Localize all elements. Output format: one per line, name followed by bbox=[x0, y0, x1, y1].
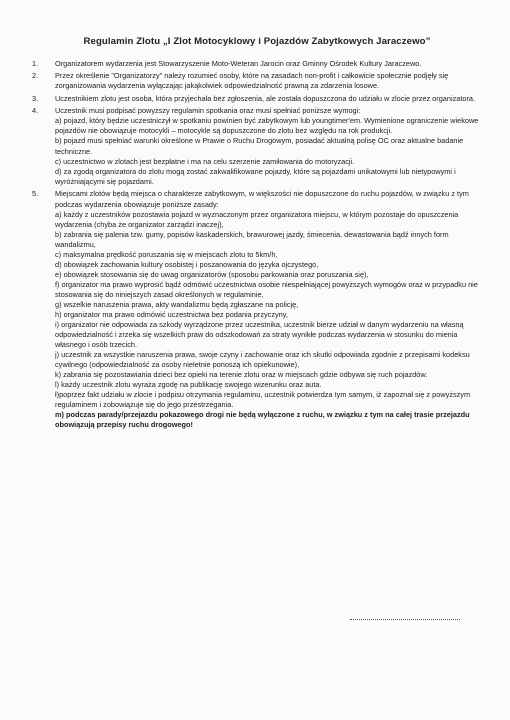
subitem: e) obowiązek stosowania się do uwag organizatorów (sposobu parkowania oraz poruszania się), bbox=[55, 269, 369, 279]
bold-rule-text: m) podczas parady/przejazdu pokazowego drogi nie będą wyłączone z ruchu, w związku z tym na całej trasie przejazdu obowiązują przepisy ruchu drogowego! bbox=[55, 409, 470, 429]
rule-3 bbox=[30, 94, 484, 104]
subitem: d) za zgodą organizatora do zlotu mogą zostać zakwalifikowane pojazdy, które są pojazdami unikatowymi lub nietypowymi i wyróżniającymi się pojazdami. bbox=[55, 167, 456, 187]
subitem: a) pojazd, który będzie uczestniczył w spotkaniu powinien być zabytkowym lub youngtimer'em. Wymienione ograniczenie wiekowe pojazdów nie obowiązuje motocykli – motocykle są dopuszczone do zlotu bez względu na rok produkcji. bbox=[55, 116, 479, 136]
rule-text: Organizatorem wydarzenia jest Stowarzyszenie Moto-Weteran Jarocin oraz Gminny Ośrodek Kultury Jaraczewo. bbox=[55, 59, 422, 68]
subitem: c) maksymalna prędkość poruszania się w miejscach zlotu to 5km/h, bbox=[55, 249, 278, 259]
rule-5 bbox=[30, 189, 484, 429]
subitem: ł)poprzez fakt udziału w zlocie i podpisu otrzymania regulaminu, uczestnik potwierdza tym samym, iż zapoznał się z powyższym regulaminem i zobowiązuje się do jego przestrzegania. bbox=[55, 389, 471, 409]
subitem: i) organizator nie odpowiada za szkody wyrządzone przez uczestnika, uczestnik bierze udział w danym wydarzeniu na własną odpowiedzialność i zrzeka się wszelkich praw do odszkodowań za straty wynikłe podczas wydarzenia w stosunku do mienia własnego i osób trzecich. bbox=[55, 319, 464, 349]
rule-4 bbox=[30, 106, 484, 188]
subitem: l) każdy uczestnik zlotu wyraża zgodę na publikację swojego wizerunku oraz auta. bbox=[55, 379, 322, 389]
rule-number: 4. bbox=[32, 105, 39, 115]
rule-number: 5. bbox=[32, 189, 39, 199]
rule-2 bbox=[30, 71, 484, 91]
subitem: c) uczestnictwo w zlotach jest bezpłatne i ma na celu szerzenie zamiłowania do motoryzacji. bbox=[55, 156, 355, 166]
rule-number: 3. bbox=[32, 93, 39, 103]
signature-line bbox=[350, 619, 460, 620]
rule-5-subitems bbox=[55, 210, 484, 430]
subitem: b) pojazd musi spełniać warunki określone w Prawie o Ruchu Drogowym, posiadać aktualną polisę OC oraz aktualne badanie techniczne. bbox=[55, 136, 464, 156]
rule-4-subitems bbox=[55, 116, 484, 187]
rules-list bbox=[30, 59, 484, 430]
rule-number: 2. bbox=[32, 71, 39, 81]
rule-number: 1. bbox=[32, 59, 39, 68]
subitem: b) zabrania się palenia tzw. gumy, popisów kaskaderskich, brawurowej jazdy, śmiecenia, dewastowania bądź innych form wandalizmu, bbox=[55, 229, 449, 249]
document-title: Regulamin Zlotu „I Zlot Motocyklowy i Pojazdów Zabytkowych Jaraczewo” bbox=[83, 36, 431, 47]
rule-text: Miejscami zlotów będą miejsca o charakterze zabytkowym, w większości nie dopuszczone do ruchu pojazdów, w związku z tym podczas wydarzenia obowiązuje poniższe zasady: bbox=[55, 189, 469, 209]
subitem: d) obowiązek zachowania kultury osobistej i poszanowania do języka ojczystego, bbox=[55, 259, 319, 269]
subitem: j) uczestnik za wszystkie naruszenia prawa, swoje czyny i zachowanie oraz ich skutki odpowiada zgodnie z przepisami kodeksu cywilnego (odpowiedzialność za osoby nieletnie ponoszą ich opiekunowie), bbox=[55, 349, 470, 369]
rule-text: Uczestnikiem zlotu jest osoba, która przyjechała bez zgłoszenia, ale została dopuszczona do udziału w zlocie przez organizatora. bbox=[55, 93, 476, 103]
subitem: g) wszelkie naruszenia prawa, akty wandalizmu będą zgłaszane na policję, bbox=[55, 299, 299, 309]
rule-1 bbox=[30, 59, 484, 69]
rule-text: Uczestnik musi podpisać powyższy regulamin spotkania oraz musi spełniać poniższe wymogi: bbox=[55, 105, 361, 115]
subitem: h) organizator ma prawo odmówić uczestnictwa bez podania przyczyny, bbox=[55, 309, 288, 319]
subitem-bold bbox=[55, 410, 484, 430]
subitem: k) zabrania się pozostawiania dzieci bez opieki na terenie zlotu oraz w miejscach gdzie odbywa się ruch pojazdów. bbox=[55, 369, 428, 379]
subitem: a) każdy z uczestników pozostawia pojazd w wyznaczonym przez organizatora miejscu, w którym pozostaje do opuszczenia wydarzenia (chyba że organizator zarządzi inaczej), bbox=[55, 209, 459, 229]
subitem: f) organizator ma prawo wyprosić bądź odmówić uczestnictwa osobie niespełniającej powyższych wymogów oraz w przypadku nie stosowania się do niniejszych zasad określonych w regulaminie, bbox=[55, 279, 478, 299]
rule-text: Przez określenie "Organizatorzy" należy rozumieć osoby, które na zasadach non-profit i całkowicie społecznie podjęły się zorganizowania wydarzenia wyłączając jakąkolwiek odpowiedzialność prawną za zdarzenia losowe. bbox=[55, 71, 449, 91]
